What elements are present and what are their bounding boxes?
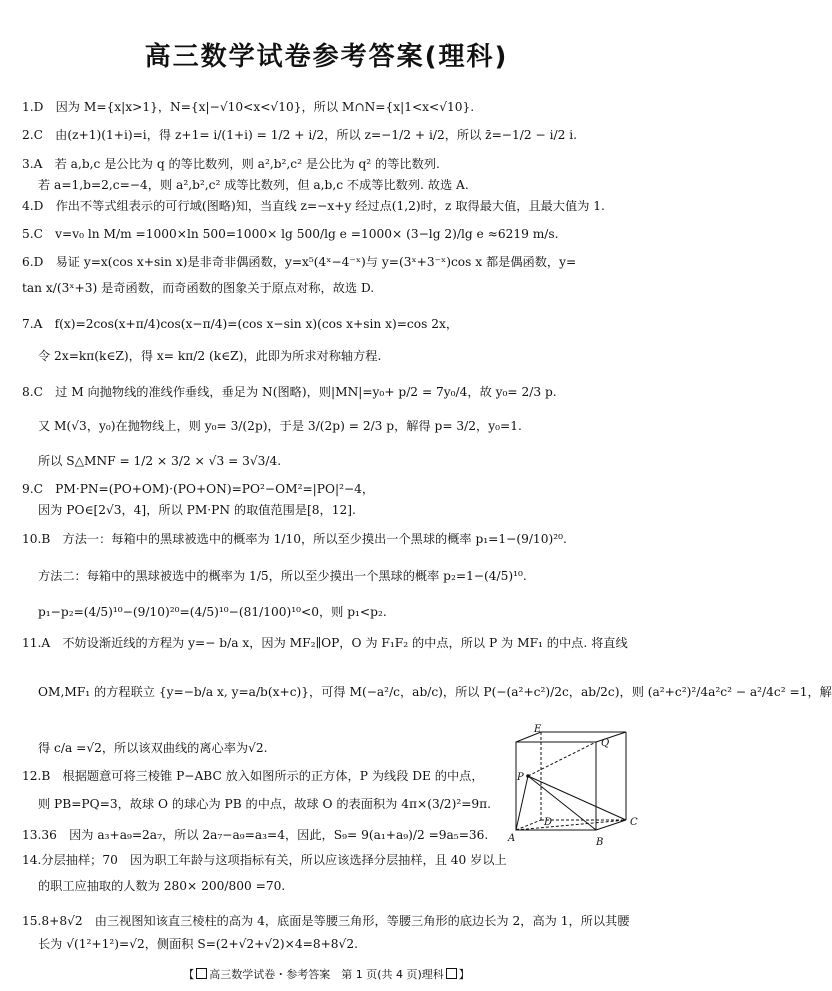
answer-line-q15b: 长为 √(1²+1²)=√2，侧面积 S=(2+√2+√2)×4=8+8√2. [38, 937, 358, 951]
cube-figure [506, 724, 641, 850]
answer-line-q5: 5.C v=v₀ ln M/m =1000×ln 500=1000× lg 500/lg e =1000× (3−lg 2)/lg e ≈6219 m/s. [22, 227, 559, 241]
answer-line-q14a: 14.分层抽样；70 因为职工年龄与这项指标有关，所以应该选择分层抽样，且 40 岁以上 [22, 853, 507, 867]
label-d: D [544, 817, 553, 828]
answer-line-q4: 4.D 作出不等式组表示的可行域(图略)知，当直线 z=−x+y 经过点(1,2)时，z 取得最大值，且最大值为 1. [22, 199, 605, 213]
answer-line-q8c: 所以 S△MNF = 1/2 × 3/2 × √3 = 3√3/4. [38, 454, 282, 468]
logo-box-icon [446, 968, 457, 979]
answer-line-q3a: 3.A 若 a,b,c 是公比为 q 的等比数列，则 a²,b²,c² 是公比为 q² 的等比数列. [22, 157, 440, 171]
answer-line-q10a: 10.B 方法一：每箱中的黑球被选中的概率为 1/10，所以至少摸出一个黑球的概率 p₁=1−(9/10)²⁰. [22, 532, 567, 546]
answer-line-q9a: 9.C PM·PN=(PO+OM)·(PO+ON)=PO²−OM²=|PO|²−4， [22, 482, 375, 496]
label-b: B [596, 837, 604, 848]
label-c: C [630, 817, 638, 828]
answer-line-q12b: 则 PB=PQ=3，故球 O 的球心为 PB 的中点，故球 O 的表面积为 4π×(3/2)²=9π. [38, 797, 492, 811]
answer-line-q8a: 8.C 过 M 向抛物线的准线作垂线，垂足为 N(图略)，则|MN|=y₀+ p/2 = 7y₀/4，故 y₀= 2/3 p. [22, 385, 557, 399]
answer-line-q8b: 又 M(√3，y₀)在抛物线上，则 y₀= 3/(2p)，于是 3/(2p) = 2/3 p，解得 p= 3/2，y₀=1. [38, 419, 522, 433]
answer-line-q7b: 令 2x=kπ(k∈Z)，得 x= kπ/2 (k∈Z)，此即为所求对称轴方程. [38, 349, 382, 363]
answer-line-q7a: 7.A f(x)=2cos(x+π/4)cos(x−π/4)=(cos x−sin x)(cos x+sin x)=cos 2x， [22, 317, 459, 331]
page-title: 高三数学试卷参考答案(理科) [144, 42, 509, 72]
answer-line-q12a: 12.B 根据题意可将三棱锥 P−ABC 放入如图所示的正方体，P 为线段 DE 的中点， [22, 769, 484, 783]
page-footer: 【 高三数学试卷・参考答案 第 1 页(共 4 页)理科 】 [183, 968, 470, 981]
answer-line-q14b: 的职工应抽取的人数为 280× 200/800 =70. [38, 879, 286, 893]
answer-line-q10b: 方法二：每箱中的黑球被选中的概率为 1/5，所以至少摸出一个黑球的概率 p₂=1−(4/5)¹⁰. [38, 569, 527, 583]
answer-line-q11c: 得 c/a =√2，所以该双曲线的离心率为√2. [38, 741, 268, 755]
logo-box-icon [196, 968, 207, 979]
answer-line-q6b: tan x/(3ˣ+3) 是奇函数，而奇函数的图象关于原点对称，故选 D. [22, 281, 375, 295]
answer-line-q3b: 若 a=1,b=2,c=−4，则 a²,b²,c² 成等比数列，但 a,b,c 不成等比数列. 故选 A. [38, 178, 469, 192]
footer-text: 高三数学试卷・参考答案 第 1 页(共 4 页)理科 [209, 968, 444, 981]
answer-line-q11b: OM,MF₁ 的方程联立 {y=−b/a x, y=a/b(x+c)}，可得 M(−a²/c，ab/c)，所以 P(−(a²+c²)/2c，ab/2c)，则 (a²+c²)²/4a²c² − a²/4c² =1，解 [38, 685, 832, 699]
answer-line-q11a: 11.A 不妨设渐近线的方程为 y=− b/a x，因为 MF₂∥OP，O 为 F₁F₂ 的中点，所以 P 为 MF₁ 的中点. 将直线 [22, 636, 628, 650]
answer-line-q1: 1.D 因为 M={x|x>1}，N={x|−√10<x<√10}，所以 M∩N={x|1<x<√10}. [22, 100, 475, 114]
label-p: P [517, 772, 524, 783]
answer-line-q13: 13.36 因为 a₃+a₉=2a₇，所以 2a₇−a₉=a₃=4，因此，S₉= 9(a₁+a₉)/2 =9a₅=36. [22, 828, 489, 842]
label-q: Q [601, 738, 610, 749]
label-a: A [508, 833, 516, 844]
answer-line-q15a: 15.8+8√2 由三视图知该直三棱柱的高为 4，底面是等腰三角形，等腰三角形的底边长为 2，高为 1，所以其腰 [22, 914, 630, 928]
answer-line-q10c: p₁−p₂=(4/5)¹⁰−(9/10)²⁰=(4/5)¹⁰−(81/100)¹⁰<0，则 p₁<p₂. [38, 605, 387, 619]
answer-line-q2: 2.C 由(z+1)(1+i)=i，得 z+1= i/(1+i) = 1/2 + i/2，所以 z=−1/2 + i/2，所以 z̄=−1/2 − i/2 i. [22, 128, 577, 142]
answer-line-q9b: 因为 PO∈[2√3，4]，所以 PM·PN 的取值范围是[8，12]. [38, 503, 356, 517]
answer-line-q6a: 6.D 易证 y=x(cos x+sin x)是非奇非偶函数，y=x⁵(4ˣ−4⁻ˣ)与 y=(3ˣ+3⁻ˣ)cos x 都是偶函数，y= [22, 255, 577, 269]
label-e: E [534, 724, 542, 735]
